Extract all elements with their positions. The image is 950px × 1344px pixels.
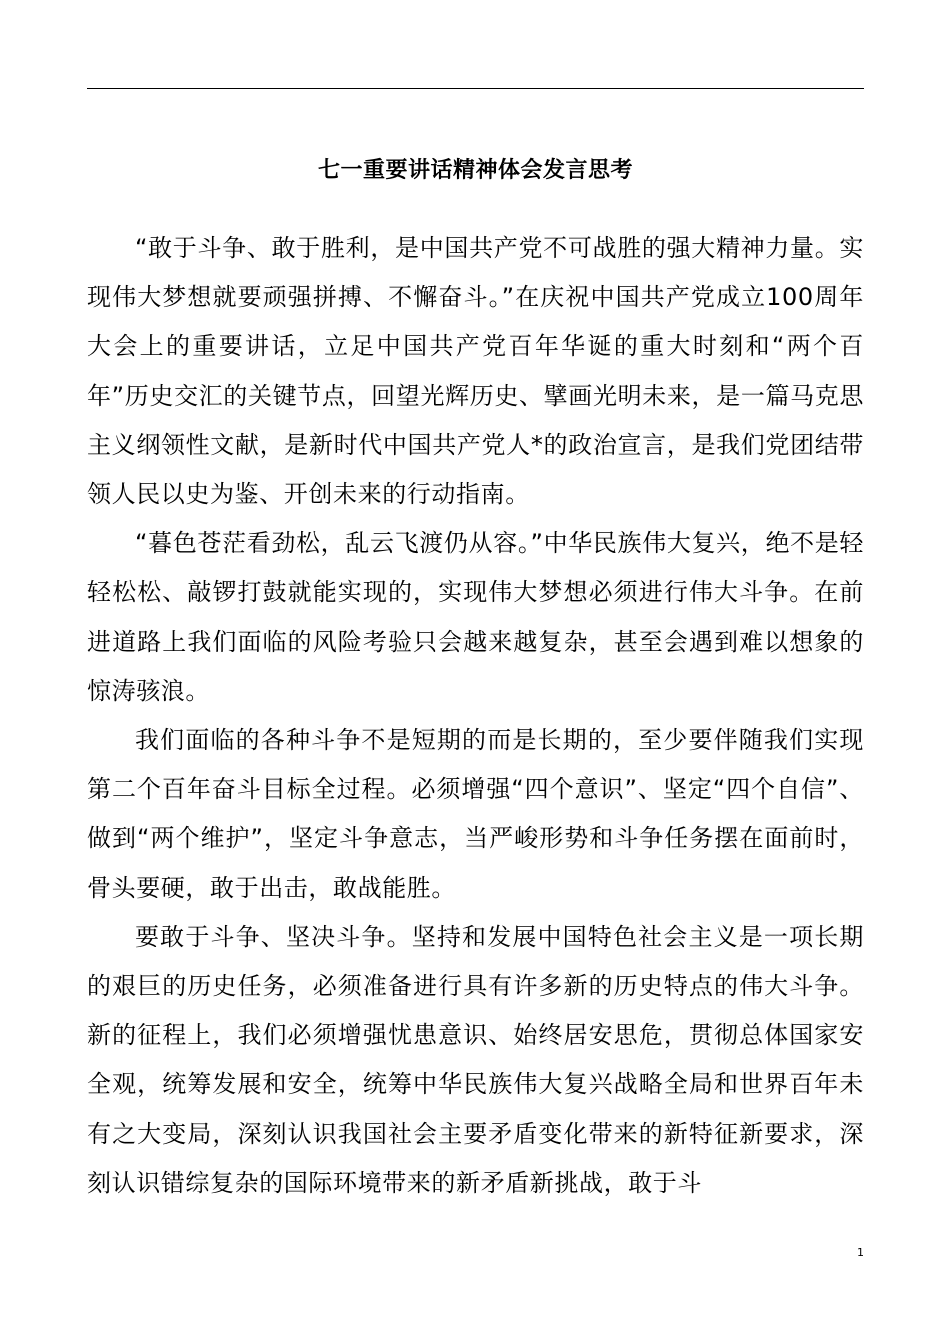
document-body	[87, 224, 864, 1208]
paragraph: “暮色苍茫看劲松，乱云飞渡仍从容。”中华民族伟大复兴，绝不是轻轻松松、敲锣打鼓就能实现的，实现伟大梦想必须进行伟大斗争。在前进道路上我们面临的风险考验只会越来越复杂，甚至会遇到难以想象的惊涛骇浪。	[87, 529, 864, 705]
paragraph: 要敢于斗争、坚决斗争。坚持和发展中国特色社会主义是一项长期的艰巨的历史任务，必须准备进行具有许多新的历史特点的伟大斗争。新的征程上，我们必须增强忧患意识、始终居安思危，贯彻总体国家安全观，统筹发展和安全，统筹中华民族伟大复兴战略全局和世界百年未有之大变局，深刻认识我国社会主要矛盾变化带来的新特征新要求，深刻认识错综复杂的国际环境带来的新矛盾新挑战，敢于斗	[87, 922, 864, 1197]
document-title: 七一重要讲话精神体会发言思考	[317, 158, 633, 183]
page-number: 1	[857, 1246, 864, 1259]
paragraph: “敢于斗争、敢于胜利，是中国共产党不可战胜的强大精神力量。实现伟大梦想就要顽强拼搏、不懈奋斗。”在庆祝中国共产党成立100周年大会上的重要讲话，立足中国共产党百年华诞的重大时刻和“两个百年”历史交汇的关键节点，回望光辉历史、擘画光明未来，是一篇马克思主义纲领性文献，是新时代中国共产党人*的政治宣言，是我们党团结带领人民以史为鉴、开创未来的行动指南。	[87, 234, 864, 509]
paragraph: 我们面临的各种斗争不是短期的而是长期的，至少要伴随我们实现第二个百年奋斗目标全过程。必须增强“四个意识”、坚定“四个自信”、做到“两个维护”，坚定斗争意志，当严峻形势和斗争任务摆在面前时，骨头要硬，敢于出击，敢战能胜。	[87, 726, 864, 902]
header-rule	[87, 88, 864, 89]
